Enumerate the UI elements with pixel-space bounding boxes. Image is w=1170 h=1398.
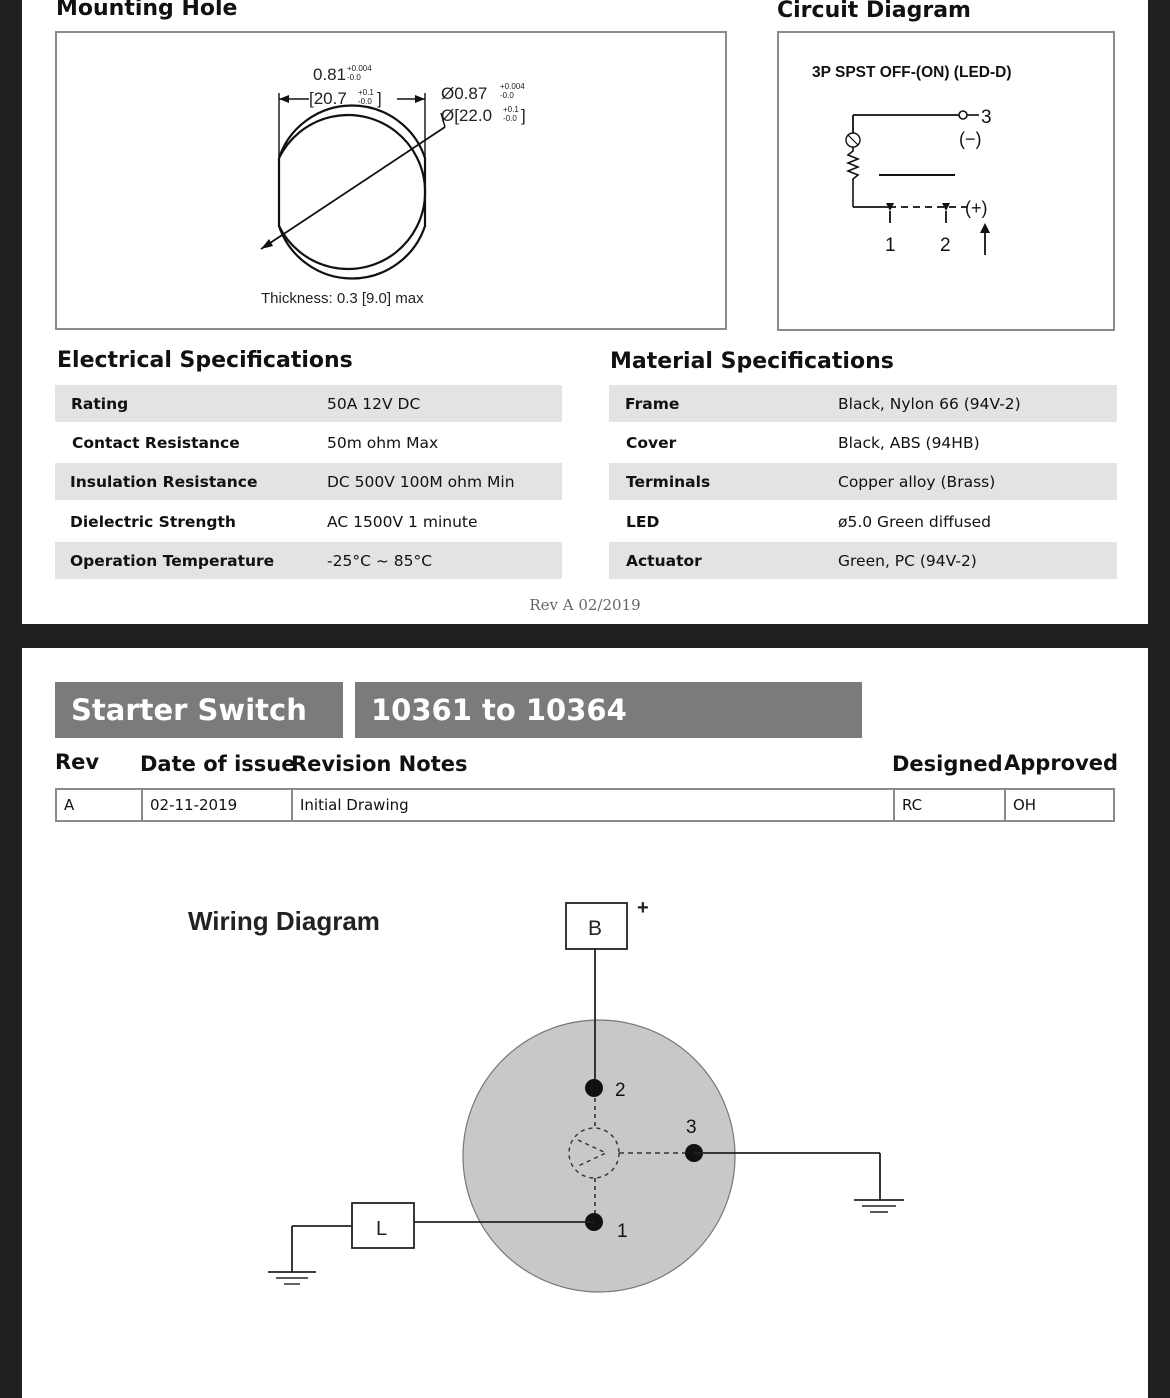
spec-value: 50m ohm Max [327, 434, 439, 452]
width-inch-tol-minus: -0.0 [347, 73, 361, 82]
approved-header: Approved [1004, 751, 1119, 775]
spec-label: Rating [71, 395, 129, 413]
dia-mm-value: Ø[22.0 [441, 106, 493, 125]
circuit-diagram-title: Circuit Diagram [777, 0, 971, 23]
spec-row [55, 424, 562, 461]
pin-2-label: 2 [940, 235, 951, 256]
spec-label: Actuator [626, 552, 702, 570]
spec-label: LED [626, 513, 660, 531]
width-mm-tol-minus: -0.0 [358, 97, 372, 106]
spec-row [609, 385, 1117, 422]
spec-value: ø5.0 Green diffused [838, 513, 992, 531]
wiring-diagram-svg [22, 888, 1148, 1398]
terminal-1-label: 1 [617, 1221, 628, 1242]
spec-value: Black, ABS (94HB) [838, 434, 980, 452]
spec-value: Black, Nylon 66 (94V-2) [838, 395, 1021, 413]
revision-table [55, 788, 1115, 822]
spec-value: DC 500V 100M ohm Min [327, 473, 515, 491]
spec-row [609, 463, 1117, 500]
spec-label: Dielectric Strength [70, 513, 236, 531]
spec-label: Terminals [626, 473, 711, 491]
spec-row [55, 542, 562, 579]
circuit-diagram-svg [779, 33, 1113, 329]
width-mm-value: [20.7 [309, 89, 347, 108]
material-specs-table [609, 385, 1117, 581]
spec-row [55, 385, 562, 422]
product-name-banner: Starter Switch [55, 682, 343, 738]
datasheet-page-1 [22, 0, 1148, 624]
notes-cell: Initial Drawing [293, 790, 895, 820]
minus-label: (−) [959, 129, 982, 149]
spec-value: Green, PC (94V-2) [838, 552, 977, 570]
plus-label: (+) [965, 198, 988, 218]
part-number-banner: 10361 to 10364 [355, 682, 862, 738]
dia-inch-tol-plus: +0.004 [500, 82, 525, 91]
datasheet-page-2 [22, 648, 1148, 1398]
terminal-2-dot [585, 1079, 603, 1097]
width-mm-tol-plus: +0.1 [358, 88, 374, 97]
spec-label: Cover [626, 434, 677, 452]
revision-footer: Rev A 02/2019 [529, 596, 641, 614]
terminal-2-label: 2 [615, 1080, 626, 1101]
hole-outline [279, 115, 425, 269]
width-inch-tol-plus: +0.004 [347, 64, 372, 73]
spec-label: Insulation Resistance [70, 473, 258, 491]
pin-1-label: 1 [885, 235, 896, 256]
rev-cell: A [57, 790, 143, 820]
diameter-line [261, 127, 445, 249]
spec-value: Copper alloy (Brass) [838, 473, 996, 491]
resistor-symbol [848, 147, 858, 207]
spec-label: Operation Temperature [70, 552, 275, 570]
spec-row [609, 503, 1117, 540]
thickness-note: Thickness: 0.3 [9.0] max [261, 290, 424, 307]
spec-row [55, 503, 562, 540]
diameter-arrow [261, 239, 273, 249]
spec-value: 50A 12V DC [327, 395, 421, 413]
circuit-diagram-drawing [777, 31, 1115, 331]
date-cell: 02-11-2019 [143, 790, 293, 820]
designed-cell: RC [895, 790, 1006, 820]
dia-mm-tol-plus: +0.1 [503, 105, 519, 114]
terminal-3-label: 3 [686, 1117, 697, 1138]
mounting-hole-title: Mounting Hole [56, 0, 238, 21]
dia-inch-tol-minus: -0.0 [500, 91, 514, 100]
spec-row [609, 424, 1117, 461]
spec-label: Frame [625, 395, 680, 413]
battery-label: B [588, 917, 603, 940]
pin-3-label: 3 [981, 107, 992, 128]
press-arrow-head [980, 223, 990, 233]
spec-value: -25°C ~ 85°C [327, 552, 433, 570]
circuit-subtitle: 3P SPST OFF-(ON) (LED-D) [812, 64, 1012, 81]
dia-mm-tol-minus: -0.0 [503, 114, 517, 123]
mounting-hole-svg [57, 33, 725, 328]
spec-row [55, 463, 562, 500]
mounting-hole-drawing [55, 31, 727, 330]
electrical-specs-title: Electrical Specifications [57, 348, 353, 373]
date-header: Date of issue [140, 752, 296, 776]
load-label: L [376, 1218, 388, 1240]
width-mm-close: ] [377, 89, 382, 108]
spec-row [609, 542, 1117, 579]
width-arrow-right [415, 95, 425, 103]
notes-header: Revision Notes [291, 752, 468, 776]
electrical-specs-table [55, 385, 562, 581]
spec-label: Contact Resistance [72, 434, 240, 452]
dia-mm-close: ] [521, 106, 526, 125]
terminal-3-circle [959, 111, 967, 119]
designed-header: Designed [892, 752, 1003, 776]
wiring-diagram-title: Wiring Diagram [188, 906, 380, 936]
approved-cell: OH [1013, 796, 1037, 814]
material-specs-title: Material Specifications [610, 349, 894, 374]
width-arrow-left [279, 95, 289, 103]
rev-header: Rev [55, 750, 100, 774]
spec-value: AC 1500V 1 minute [327, 513, 478, 531]
dia-inch-value: Ø0.87 [441, 84, 488, 103]
battery-plus-label: + [637, 897, 649, 919]
width-inch-value: 0.81 [313, 65, 347, 84]
